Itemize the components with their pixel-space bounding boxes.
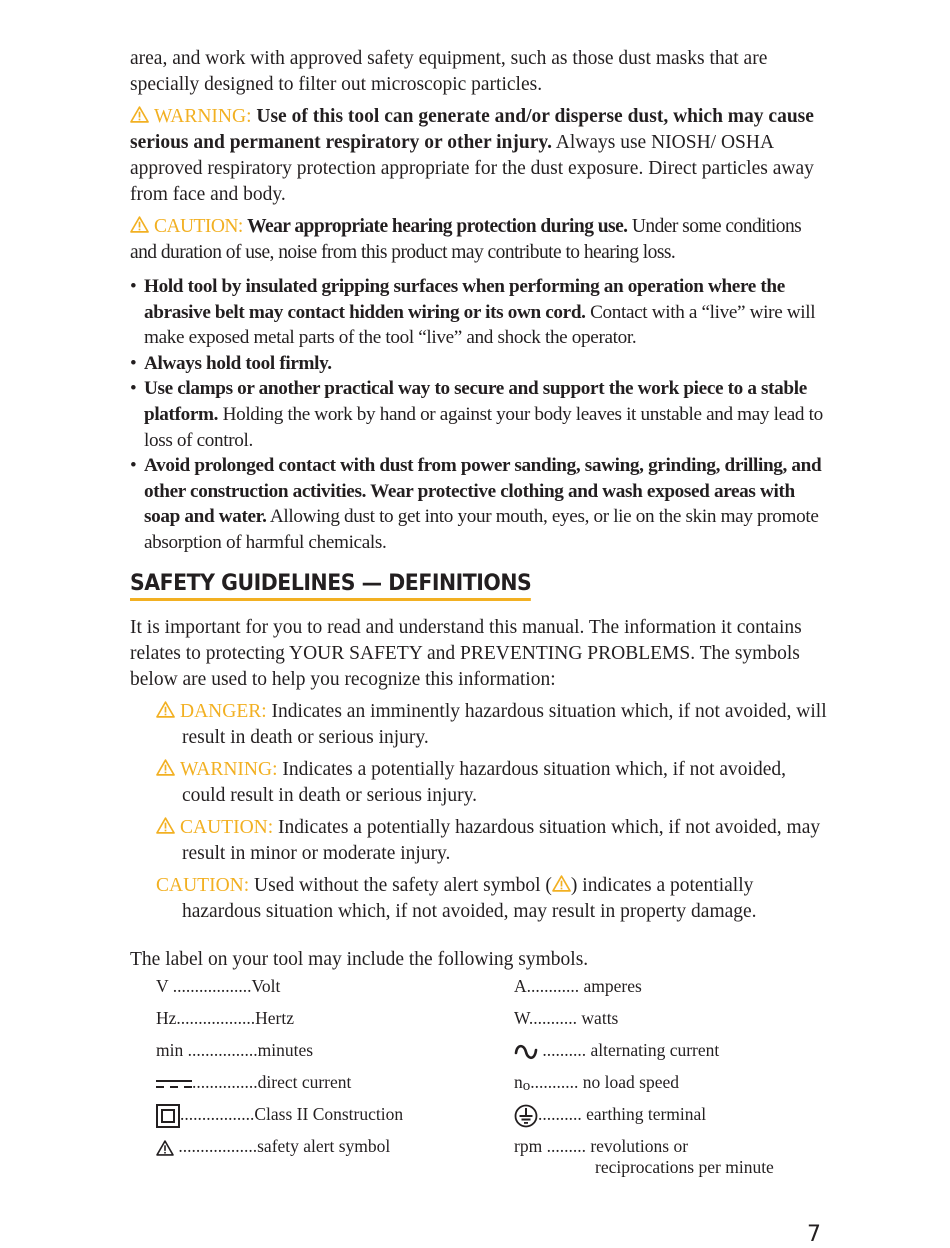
warning-block: [130, 104, 830, 208]
symbol-code: A: [514, 975, 527, 996]
safety-alert-icon: [552, 875, 571, 892]
alternating-current-icon: [514, 1042, 538, 1062]
definition-text: Indicates a potentially hazardous situation which, if not avoided, may result in minor or moderate injury.: [182, 816, 821, 864]
safety-alert-icon: [156, 759, 175, 776]
symbol-entry: [514, 1103, 834, 1128]
caution-bold-text: Wear appropriate hearing protection during use.: [247, 216, 628, 237]
symbols-table: [156, 975, 816, 1175]
signal-word: CAUTION:: [180, 816, 274, 838]
definition-danger: [156, 699, 830, 751]
symbol-entry: [156, 1103, 486, 1128]
definition-text: Indicates an imminently hazardous situation which, if not avoided, will result in death or serious injury.: [182, 700, 827, 748]
signal-word: WARNING:: [180, 758, 278, 780]
table-row: [156, 1007, 816, 1039]
symbol-code: Hz: [156, 1007, 177, 1028]
symbol-entry: [156, 975, 486, 997]
symbol-meaning: minutes: [257, 1039, 314, 1060]
bullet-bold-text: Use clamps or another practical way to secure and support the work piece to a stable platform.: [144, 378, 807, 425]
manual-page: [130, 46, 830, 1175]
direct-current-icon: [156, 1077, 192, 1091]
list-item: [130, 376, 830, 453]
symbol-entry: [514, 1007, 834, 1029]
symbol-subscript: o: [522, 1077, 531, 1094]
symbol-code: min: [156, 1039, 184, 1060]
bullet-bold-text: Hold tool by insulated gripping surfaces when performing an operation where the abrasive belt may contact hidden wiring or its own cord.: [144, 276, 785, 323]
table-row: [156, 1039, 816, 1071]
symbol-meaning: direct current: [257, 1071, 352, 1092]
safety-alert-icon: [156, 817, 175, 834]
table-row: [156, 1071, 816, 1103]
symbol-entry: [156, 1135, 486, 1157]
definition-caution-no-symbol: [156, 873, 830, 925]
signal-word: DANGER:: [180, 700, 267, 722]
symbol-meaning: alternating current: [590, 1039, 720, 1060]
label-intro: The label on your tool may include the following symbols.: [130, 948, 589, 970]
symbol-code: W: [514, 1007, 529, 1028]
leader-dots: ..........: [542, 1039, 587, 1060]
symbol-entry: [514, 1039, 834, 1062]
leader-dots: .................: [180, 1103, 255, 1124]
table-row: [156, 1103, 816, 1135]
leader-dots: .........: [546, 1135, 586, 1156]
leader-dots: ...............: [192, 1071, 258, 1092]
warning-bold-text: Use of this tool can generate and/or disperse dust, which may cause serious and permanent respiratory or other injury.: [130, 106, 814, 153]
leader-dots: ................: [187, 1039, 258, 1060]
leader-dots: ..................: [172, 975, 252, 996]
symbol-meaning: revolutions or: [590, 1135, 689, 1156]
symbol-meaning-line2: reciprocations per minute: [595, 1156, 774, 1177]
caution-block: [130, 214, 830, 266]
safety-alert-icon: [156, 1140, 174, 1156]
leader-dots: ............: [526, 975, 580, 996]
bullet-text: Allowing dust to get into your mouth, eyes, or lie on the skin may promote absorption of harmful chemicals.: [144, 506, 819, 553]
symbol-meaning: watts: [581, 1007, 619, 1028]
definition-text: Indicates a potentially hazardous situation which, if not avoided, could result in death or serious injury.: [182, 758, 786, 806]
definition-text: ) indicates a potentially hazardous situation which, if not avoided, may result in property damage.: [182, 874, 757, 922]
list-item: [130, 274, 830, 351]
bullet-bold-text: Avoid prolonged contact with dust from power sanding, sawing, grinding, drilling, and other construction activities. Wear protective clothing and wash exposed areas with soap and water.: [144, 455, 822, 528]
symbol-meaning: safety alert symbol: [257, 1135, 391, 1156]
class-ii-construction-icon: [156, 1104, 180, 1128]
symbol-entry: [156, 1039, 486, 1061]
signal-word: CAUTION:: [156, 874, 250, 896]
bullet-text: Contact with a “live” wire will make exposed metal parts of the tool “live” and shock the operator.: [144, 301, 816, 349]
leader-dots: ..........: [538, 1103, 582, 1124]
symbol-entry: [156, 1071, 486, 1093]
warning-signal-word: WARNING:: [154, 106, 252, 127]
warning-text: Always use NIOSH/ OSHA approved respiratory protection appropriate for the dust exposure. Direct particles away from face and body.: [130, 132, 814, 205]
symbol-entry: [514, 975, 834, 997]
safety-alert-icon: [130, 216, 149, 233]
guidelines-intro: It is important for you to read and understand this manual. The information it contains relates to protecting YOUR SAFETY and PREVENTING PROBLEMS. The symbols below are used to help you recognize this information:: [130, 616, 802, 690]
bullet-bold-text: Always hold tool firmly.: [144, 352, 332, 374]
symbol-meaning: no load speed: [582, 1071, 679, 1092]
leader-dots: ..................: [178, 1135, 258, 1156]
symbol-meaning: earthing terminal: [586, 1103, 707, 1124]
symbol-code: rpm: [514, 1135, 543, 1156]
caution-text: Under some conditions and duration of use, noise from this product may contribute to hearing loss.: [130, 216, 802, 263]
symbol-code: V: [156, 975, 169, 996]
symbol-meaning: Volt: [251, 975, 281, 996]
leader-dots: ...........: [528, 1007, 578, 1028]
list-item: [130, 453, 830, 555]
symbol-meaning: Hertz: [255, 1007, 295, 1028]
safety-alert-icon: [156, 701, 175, 718]
definition-caution: [156, 815, 830, 867]
symbol-entry: [514, 1135, 834, 1177]
symbol-meaning: Class II Construction: [254, 1103, 404, 1124]
definitions-list: [156, 699, 830, 925]
safety-alert-icon: [130, 106, 149, 123]
definition-warning: [156, 757, 830, 809]
intro-paragraph: area, and work with approved safety equipment, such as those dust masks that are specially designed to filter out microscopic particles.: [130, 48, 768, 95]
bullet-text: Holding the work by hand or against your body leaves it unstable and may lead to loss of control.: [144, 403, 823, 451]
symbol-code: n: [514, 1071, 523, 1092]
section-title: SAFETY GUIDELINES — DEFINITIONS: [130, 570, 531, 601]
leader-dots: ...........: [530, 1071, 579, 1092]
symbol-meaning: amperes: [583, 975, 642, 996]
safety-bullet-list: [130, 274, 830, 556]
table-row: [156, 1135, 816, 1179]
symbol-entry: [514, 1071, 834, 1097]
leader-dots: ..................: [176, 1007, 256, 1028]
symbol-entry: [156, 1007, 486, 1029]
page-number: 7: [807, 1222, 821, 1247]
definition-text: Used without the safety alert symbol (: [254, 874, 552, 896]
earthing-terminal-icon: [514, 1104, 538, 1128]
list-item: [130, 351, 830, 377]
table-row: [156, 975, 816, 1007]
caution-signal-word: CAUTION:: [154, 216, 243, 237]
